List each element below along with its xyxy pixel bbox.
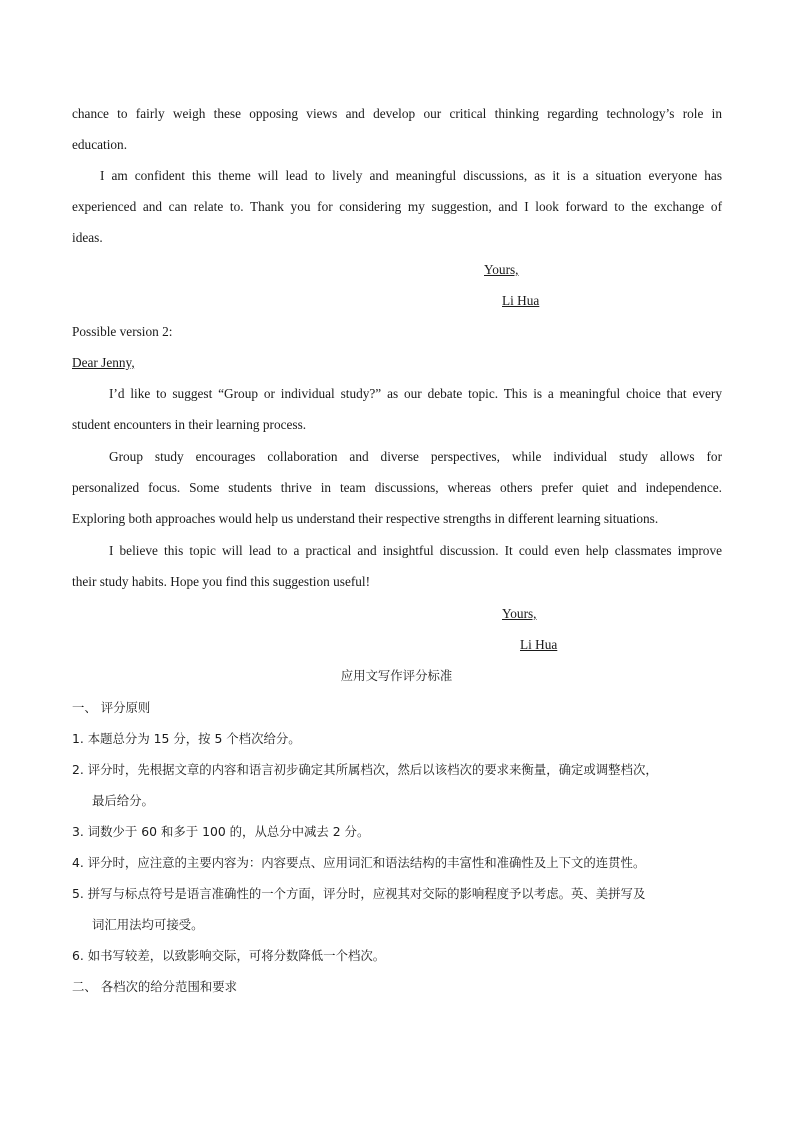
rubric-item-3: 3. 词数少于 60 和多于 100 的，从总分中减去 2 分。 <box>72 824 370 839</box>
text-line: I am confident this theme will lead to lively and meaningful discussions, as it is a situation everyone has <box>100 168 722 183</box>
text-line: experienced and can relate to. Thank you for considering my suggestion, and I look forward to the exchange of <box>72 199 722 214</box>
rubric-title: 应用文写作评分标准 <box>340 668 453 683</box>
text-line: 最后给分。 <box>92 793 154 808</box>
version2-closing: Yours, <box>502 606 537 621</box>
text-line: 5. 拼写与标点符号是语言准确性的一个方面，评分时，应视其对交际的影响程度予以考虑。英、美拼写及 <box>72 886 646 901</box>
text-line: 2. 评分时，先根据文章的内容和语言初步确定其所属档次，然后以该档次的要求来衡量，确定或调整档次， <box>72 762 658 777</box>
letter1-paragraph-closing <box>72 160 722 253</box>
rubric-item-4: 4. 评分时，应注意的主要内容为：内容要点、应用词汇和语法结构的丰富性和准确性及上下文的连贯性。 <box>72 855 646 870</box>
rubric-item-2 <box>72 754 732 816</box>
text-line: ideas. <box>72 230 103 245</box>
letter1-signature: Li Hua <box>502 293 540 308</box>
version2-paragraph-1 <box>72 378 722 440</box>
version2-paragraph-3 <box>72 535 722 597</box>
text-line: chance to fairly weigh these opposing views and develop our critical thinking regarding technology’s role in <box>72 106 722 121</box>
version2-paragraph-2 <box>72 441 722 534</box>
rubric-item-6: 6. 如书写较差，以致影响交际，可将分数降低一个档次。 <box>72 948 386 963</box>
version2-salutation: Dear Jenny, <box>72 355 135 370</box>
letter1-paragraph-continuation <box>72 98 722 160</box>
text-line: personalized focus. Some students thrive in team discussions, whereas others prefer quiet and independence. <box>72 480 722 495</box>
text-line: 词汇用法均可接受。 <box>92 917 204 932</box>
rubric-item-5 <box>72 878 732 940</box>
version2-signature: Li Hua <box>520 637 558 652</box>
letter1-closing: Yours, <box>484 262 519 277</box>
text-line: I believe this topic will lead to a practical and insightful discussion. It could even help classmates improve <box>109 543 722 558</box>
version2-caption: Possible version 2: <box>72 324 173 339</box>
text-line: Group study encourages collaboration and diverse perspectives, while individual study allows for <box>109 449 722 464</box>
text-line: their study habits. Hope you find this suggestion useful! <box>72 574 371 589</box>
text-line: I’d like to suggest “Group or individual study?” as our debate topic. This is a meaningful choice that every <box>109 386 722 401</box>
text-line: Exploring both approaches would help us understand their respective strengths in different learning situations. <box>72 511 659 526</box>
rubric-section-2: 二、 各档次的给分范围和要求 <box>72 979 238 994</box>
rubric-item-1: 1. 本题总分为 15 分，按 5 个档次给分。 <box>72 731 301 746</box>
text-line: education. <box>72 137 128 152</box>
rubric-section-1: 一、 评分原则 <box>72 700 151 715</box>
text-line: student encounters in their learning process. <box>72 417 307 432</box>
